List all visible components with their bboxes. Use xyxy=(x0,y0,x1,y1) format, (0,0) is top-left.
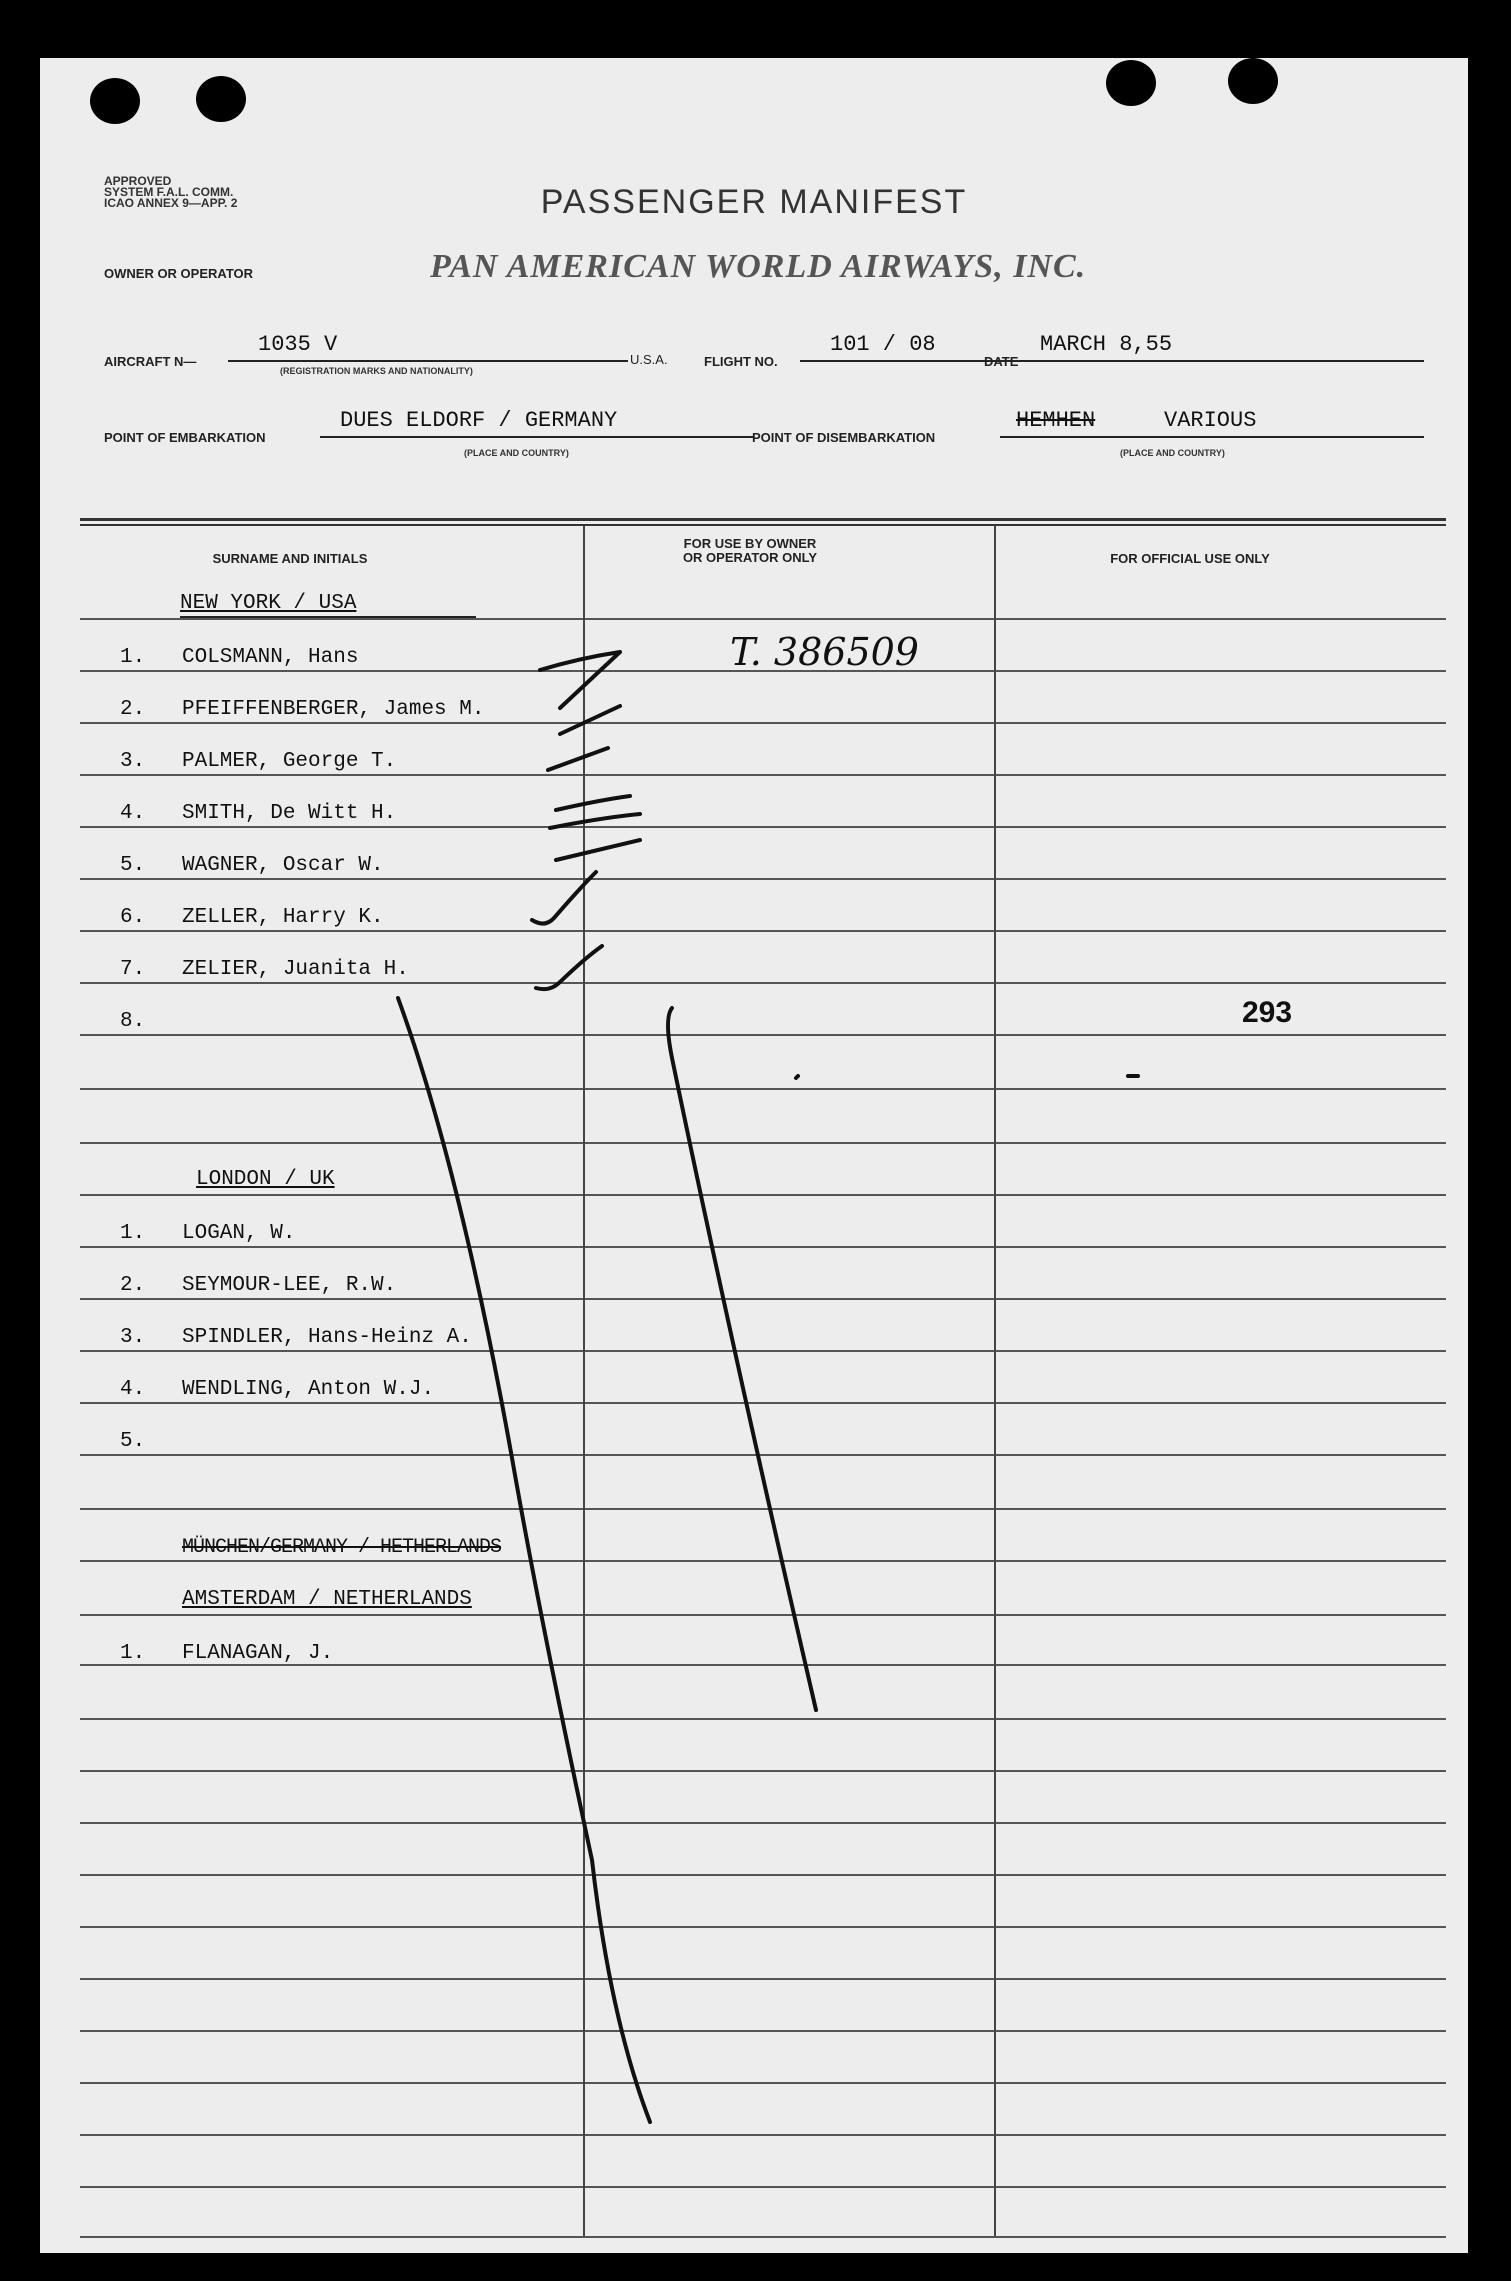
aircraft-value: 1035 V xyxy=(258,332,338,357)
check-mark xyxy=(532,872,596,924)
check-mark xyxy=(536,946,602,989)
row-number: 3. xyxy=(120,1326,146,1349)
row-number: 1. xyxy=(120,646,146,669)
embark-sublabel: (PLACE AND COUNTRY) xyxy=(464,448,569,458)
disembark-label: POINT OF DISEMBARKATION xyxy=(752,430,936,445)
approval-line: SYSTEM F.A.L. COMM. xyxy=(104,185,234,199)
embark-value: DUES ELDORF / GERMANY xyxy=(340,408,618,433)
aircraft-label: AIRCRAFT N— xyxy=(104,354,197,369)
passenger-name: WAGNER, Oscar W. xyxy=(182,854,384,877)
disembark-value: VARIOUS xyxy=(1164,408,1257,433)
passenger-name: PFEIFFENBERGER, James M. xyxy=(182,698,485,721)
check-mark xyxy=(556,840,640,860)
ticket-note: T. 386509 xyxy=(730,630,919,674)
disembark-struck: HEMHEN xyxy=(1016,408,1096,433)
dash-mark xyxy=(796,1076,798,1078)
section-heading-london: LONDON / UK xyxy=(196,1168,335,1191)
row-number: 5. xyxy=(120,1430,146,1453)
section-heading-newyork: NEW YORK / USA xyxy=(180,592,357,615)
passenger-name: SMITH, De Witt H. xyxy=(182,802,397,825)
diagonal-line-middle xyxy=(668,1008,816,1710)
handwritten-marks xyxy=(40,58,1468,2253)
row-number: 2. xyxy=(120,698,146,721)
row-number: 3. xyxy=(120,750,146,773)
passenger-name: ZELIER, Juanita H. xyxy=(182,958,409,981)
row-number: 8. xyxy=(120,1010,146,1033)
approval-line: APPROVED xyxy=(104,174,172,188)
column-header-owner-2: OR OPERATOR ONLY xyxy=(682,550,818,565)
passenger-name: SEYMOUR-LEE, R.W. xyxy=(182,1274,397,1297)
check-mark xyxy=(560,706,620,734)
column-header-owner-1: FOR USE BY OWNER xyxy=(683,536,817,551)
row-number: 1. xyxy=(120,1642,146,1665)
check-mark xyxy=(540,652,620,708)
date-label: DATE xyxy=(984,354,1019,369)
section-heading-amsterdam: AMSTERDAM / NETHERLANDS xyxy=(182,1588,472,1611)
column-header-official: FOR OFFICIAL USE ONLY xyxy=(1110,551,1270,566)
row-number: 5. xyxy=(120,854,146,877)
approval-line: ICAO ANNEX 9—APP. 2 xyxy=(104,196,238,210)
passenger-name: COLSMANN, Hans xyxy=(182,646,359,669)
embark-label: POINT OF EMBARKATION xyxy=(104,430,266,445)
passenger-name: PALMER, George T. xyxy=(182,750,397,773)
disembark-sublabel: (PLACE AND COUNTRY) xyxy=(1120,448,1225,458)
passenger-name: FLANAGAN, J. xyxy=(182,1642,334,1665)
page-title: PASSENGER MANIFEST xyxy=(540,183,968,221)
owner-label: OWNER OR OPERATOR xyxy=(104,266,254,281)
struck-section-heading: MÜNCHEN/GERMANY / HETHERLANDS xyxy=(182,1536,502,1559)
flight-label: FLIGHT NO. xyxy=(704,354,778,369)
check-mark xyxy=(550,796,640,828)
official-number: 293 xyxy=(1242,996,1293,1029)
passenger-name: SPINDLER, Hans-Heinz A. xyxy=(182,1326,472,1349)
row-number: 4. xyxy=(120,802,146,825)
flight-value: 101 / 08 xyxy=(830,332,936,357)
passenger-name: LOGAN, W. xyxy=(182,1222,296,1245)
usa-label: U.S.A. xyxy=(630,352,668,367)
operator-name: PAN AMERICAN WORLD AIRWAYS, INC. xyxy=(430,248,1087,285)
row-number: 6. xyxy=(120,906,146,929)
date-value: MARCH 8,55 xyxy=(1040,332,1173,357)
row-number: 7. xyxy=(120,958,146,981)
check-mark xyxy=(548,748,608,770)
passenger-name: ZELLER, Harry K. xyxy=(182,906,384,929)
diagonal-line-left xyxy=(398,998,650,2122)
row-number: 1. xyxy=(120,1222,146,1245)
manifest-sheet xyxy=(40,58,1468,2253)
row-number: 2. xyxy=(120,1274,146,1297)
aircraft-sublabel: (REGISTRATION MARKS AND NATIONALITY) xyxy=(280,366,473,376)
row-number: 4. xyxy=(120,1378,146,1401)
column-header-names: SURNAME AND INITIALS xyxy=(212,551,368,566)
passenger-name: WENDLING, Anton W.J. xyxy=(182,1378,435,1401)
